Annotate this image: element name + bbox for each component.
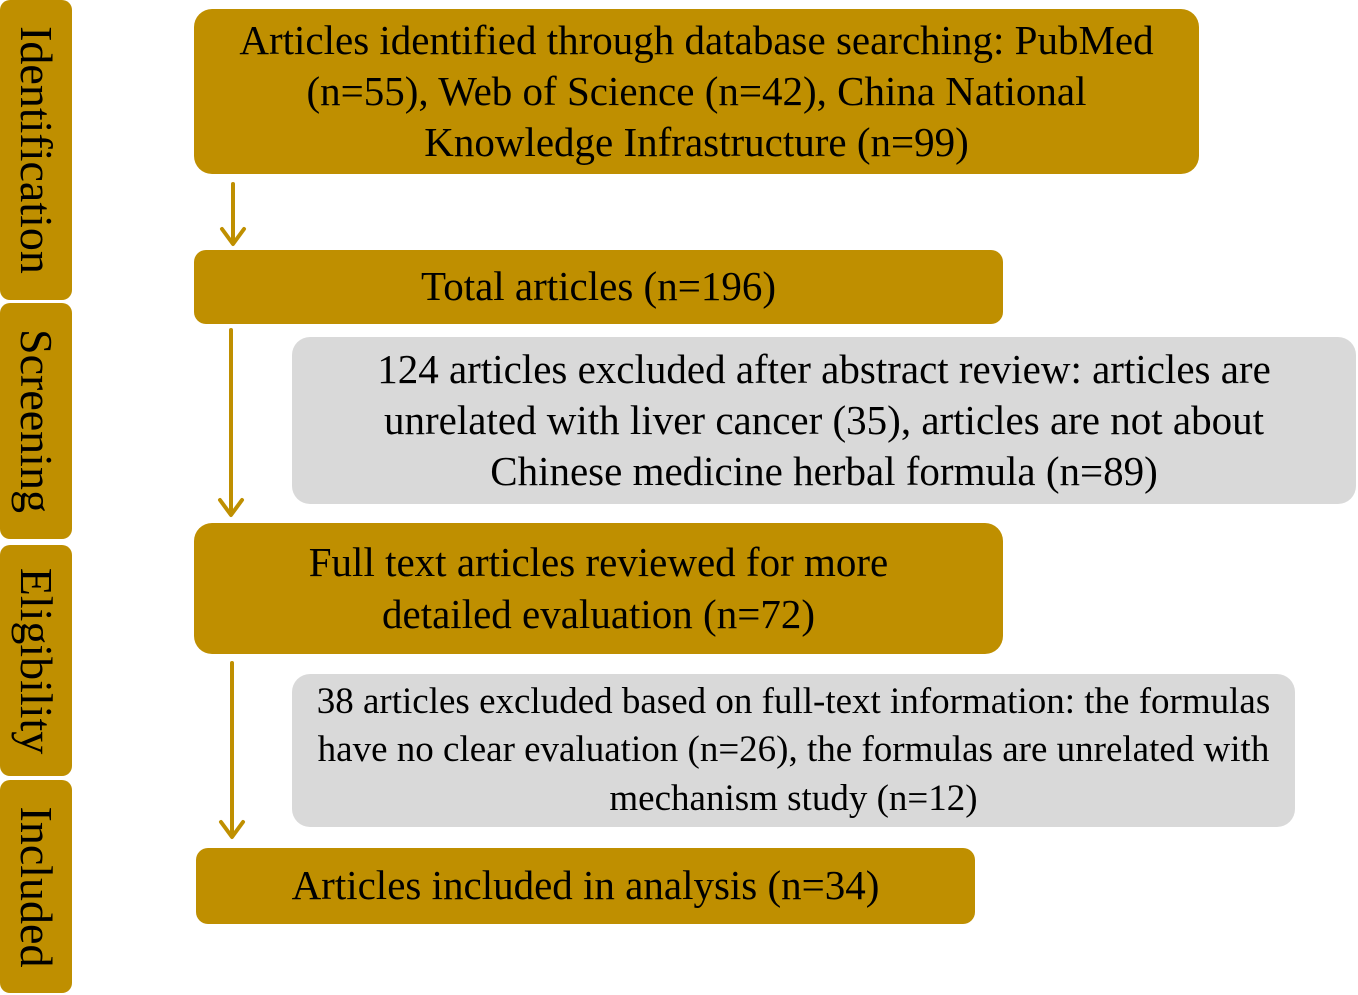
excluded-full-text-text: 38 articles excluded based on full-text information: the formulas have no clear evaluation (n=26), the formulas are unrelated with mechanism study (n=12) [316,681,1271,819]
excluded-abstract-box [292,337,1356,504]
stage-identification-label: Identification [11,26,62,274]
stage-included-label: Included [11,806,62,967]
excluded-full-text-box [292,674,1295,827]
stage-eligibility-label: Eligibility [11,567,62,754]
full-text-box [194,523,1003,654]
excluded-abstract-text: 124 articles excluded after abstract review: articles are unrelated with liver cancer (35), articles are not about Chinese medicine herbal formula (n=89) [377,345,1271,495]
arrow-identified-to-total [222,184,244,244]
identified-box [194,9,1199,174]
full-text-text: Full text articles reviewed for more detailed evaluation (n=72) [308,539,889,637]
arrow-full-text-to-included [221,663,243,837]
included-box [196,848,975,924]
identified-text: Articles identified through database searching: PubMed (n=55), Web of Science (n=42), China National Knowledge Infrastructure (n=99) [239,16,1154,166]
total-articles-text: Total articles (n=196) [421,263,776,310]
stage-screening-label: Screening [11,329,62,513]
arrow-total-to-full-text [220,330,242,515]
total-articles-box [194,250,1003,324]
included-text: Articles included in analysis (n=34) [291,862,880,909]
